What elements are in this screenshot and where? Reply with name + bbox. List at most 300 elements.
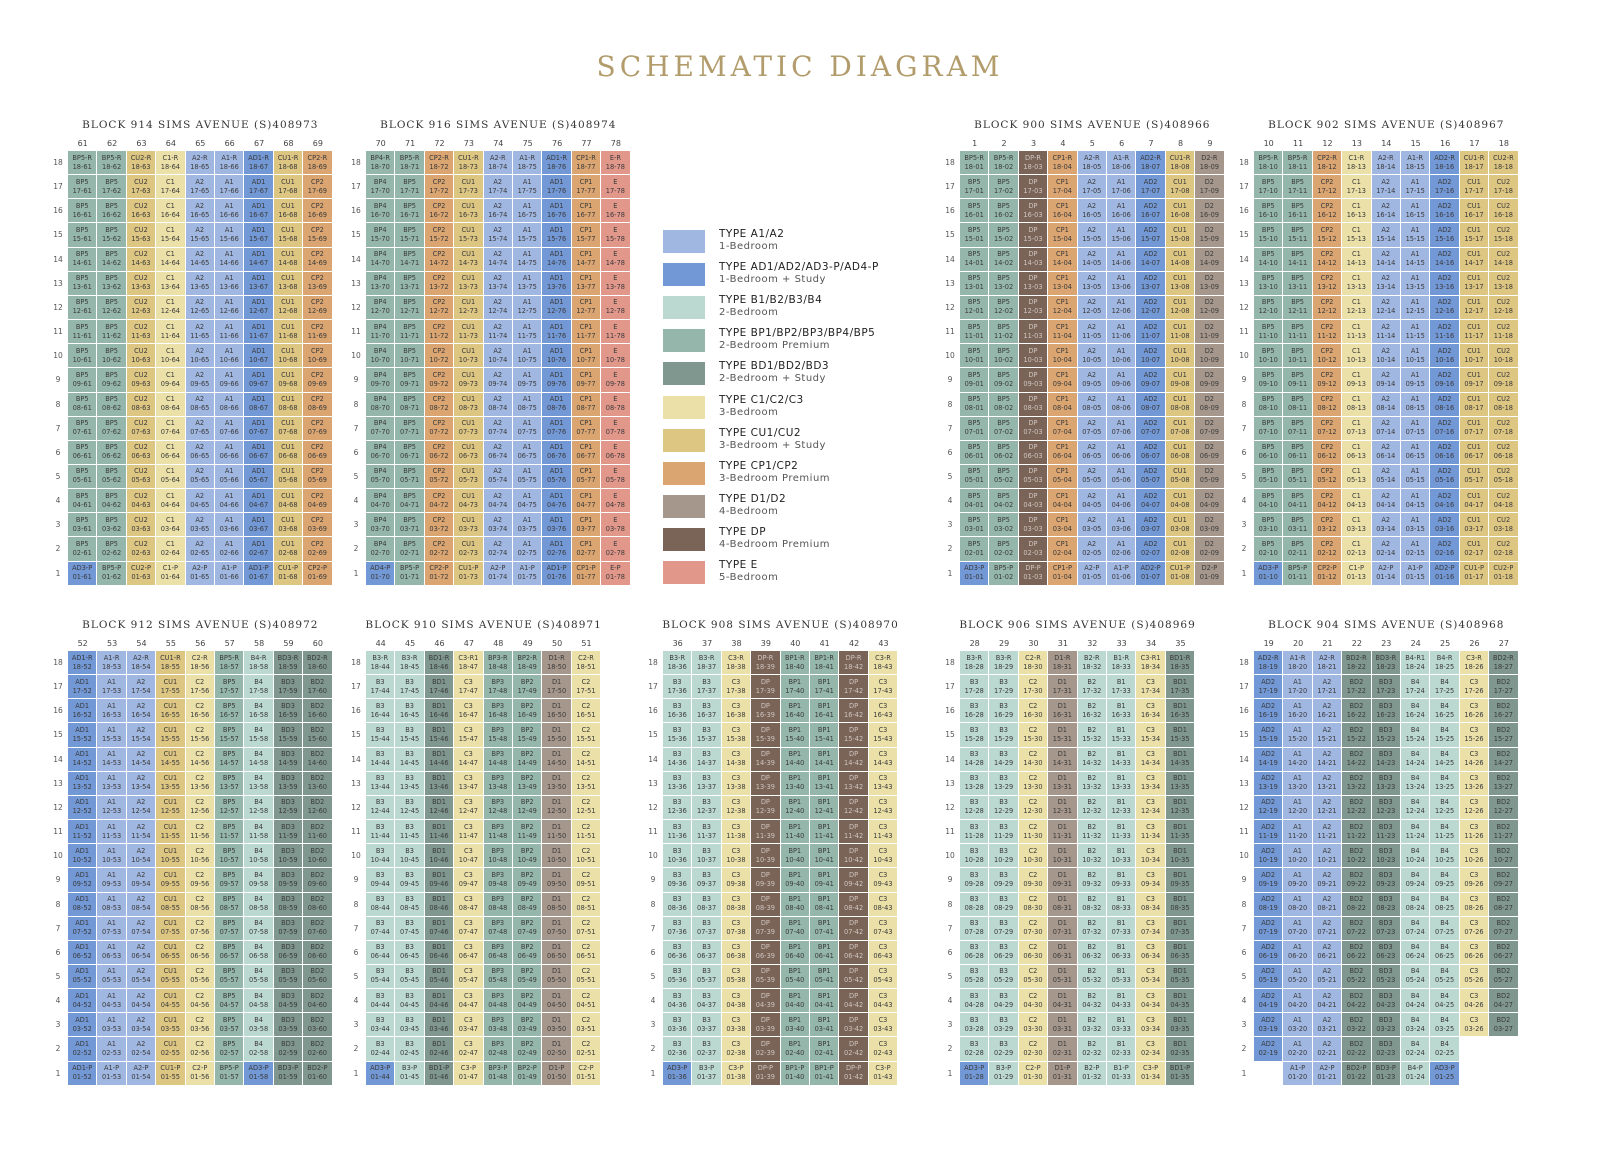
unit-cell[interactable] — [572, 1062, 600, 1085]
unit-cell[interactable] — [572, 941, 600, 964]
unit-cell[interactable] — [1401, 296, 1429, 319]
unit-cell[interactable] — [1107, 868, 1135, 891]
unit-cell[interactable] — [692, 1037, 720, 1060]
unit-cell[interactable] — [127, 893, 155, 916]
unit-cell[interactable] — [454, 465, 482, 488]
unit-cell[interactable] — [1313, 675, 1341, 698]
unit-cell[interactable] — [274, 1013, 302, 1036]
unit-cell[interactable] — [127, 844, 155, 867]
unit-cell[interactable] — [244, 772, 272, 795]
unit-cell[interactable] — [127, 296, 155, 319]
unit-cell[interactable] — [810, 772, 838, 795]
unit-cell[interactable] — [156, 489, 184, 512]
unit-cell[interactable] — [1401, 320, 1429, 343]
unit-cell[interactable] — [127, 965, 155, 988]
unit-cell[interactable] — [1283, 562, 1311, 585]
unit-cell[interactable] — [1430, 989, 1458, 1012]
unit-cell[interactable] — [1195, 513, 1223, 536]
unit-cell[interactable] — [542, 320, 570, 343]
unit-cell[interactable] — [1078, 844, 1106, 867]
unit-cell[interactable] — [692, 723, 720, 746]
unit-cell[interactable] — [1430, 368, 1458, 391]
unit-cell[interactable] — [989, 917, 1017, 940]
unit-cell[interactable] — [97, 748, 125, 771]
unit-cell[interactable] — [1489, 223, 1517, 246]
unit-cell[interactable] — [781, 917, 809, 940]
unit-cell[interactable] — [68, 489, 96, 512]
unit-cell[interactable] — [1136, 296, 1164, 319]
unit-cell[interactable] — [572, 651, 600, 674]
unit-cell[interactable] — [1342, 723, 1370, 746]
unit-cell[interactable] — [1019, 893, 1047, 916]
unit-cell[interactable] — [1460, 699, 1488, 722]
unit-cell[interactable] — [1401, 965, 1429, 988]
unit-cell[interactable] — [663, 748, 691, 771]
unit-cell[interactable] — [395, 796, 423, 819]
unit-cell[interactable] — [1107, 175, 1135, 198]
unit-cell[interactable] — [513, 320, 541, 343]
unit-cell[interactable] — [1460, 893, 1488, 916]
unit-cell[interactable] — [244, 941, 272, 964]
unit-cell[interactable] — [1136, 772, 1164, 795]
unit-cell[interactable] — [156, 320, 184, 343]
unit-cell[interactable] — [722, 989, 750, 1012]
unit-cell[interactable] — [722, 675, 750, 698]
unit-cell[interactable] — [395, 820, 423, 843]
unit-cell[interactable] — [1401, 199, 1429, 222]
unit-cell[interactable] — [244, 248, 272, 271]
unit-cell[interactable] — [781, 796, 809, 819]
unit-cell[interactable] — [513, 941, 541, 964]
unit-cell[interactable] — [303, 272, 331, 295]
unit-cell[interactable] — [1342, 441, 1370, 464]
unit-cell[interactable] — [274, 699, 302, 722]
unit-cell[interactable] — [1107, 368, 1135, 391]
unit-cell[interactable] — [1048, 537, 1076, 560]
unit-cell[interactable] — [484, 441, 512, 464]
unit-cell[interactable] — [751, 844, 779, 867]
unit-cell[interactable] — [274, 651, 302, 674]
unit-cell[interactable] — [186, 796, 214, 819]
unit-cell[interactable] — [303, 989, 331, 1012]
unit-cell[interactable] — [1460, 989, 1488, 1012]
unit-cell[interactable] — [601, 151, 629, 174]
unit-cell[interactable] — [454, 989, 482, 1012]
unit-cell[interactable] — [156, 893, 184, 916]
unit-cell[interactable] — [722, 844, 750, 867]
unit-cell[interactable] — [960, 796, 988, 819]
unit-cell[interactable] — [274, 820, 302, 843]
unit-cell[interactable] — [303, 199, 331, 222]
unit-cell[interactable] — [1342, 796, 1370, 819]
unit-cell[interactable] — [1283, 651, 1311, 674]
unit-cell[interactable] — [156, 844, 184, 867]
unit-cell[interactable] — [1048, 223, 1076, 246]
unit-cell[interactable] — [960, 675, 988, 698]
unit-cell[interactable] — [68, 723, 96, 746]
unit-cell[interactable] — [425, 368, 453, 391]
unit-cell[interactable] — [781, 1062, 809, 1085]
unit-cell[interactable] — [1401, 893, 1429, 916]
unit-cell[interactable] — [1489, 537, 1517, 560]
unit-cell[interactable] — [303, 537, 331, 560]
unit-cell[interactable] — [1283, 223, 1311, 246]
unit-cell[interactable] — [1430, 1037, 1458, 1060]
unit-cell[interactable] — [156, 965, 184, 988]
unit-cell[interactable] — [366, 723, 394, 746]
unit-cell[interactable] — [1166, 393, 1194, 416]
unit-cell[interactable] — [1283, 675, 1311, 698]
unit-cell[interactable] — [572, 393, 600, 416]
unit-cell[interactable] — [572, 223, 600, 246]
unit-cell[interactable] — [97, 199, 125, 222]
unit-cell[interactable] — [1401, 465, 1429, 488]
unit-cell[interactable] — [303, 699, 331, 722]
unit-cell[interactable] — [1342, 699, 1370, 722]
unit-cell[interactable] — [186, 151, 214, 174]
unit-cell[interactable] — [1254, 1013, 1282, 1036]
unit-cell[interactable] — [1489, 989, 1517, 1012]
unit-cell[interactable] — [68, 965, 96, 988]
unit-cell[interactable] — [722, 965, 750, 988]
unit-cell[interactable] — [1078, 151, 1106, 174]
unit-cell[interactable] — [127, 748, 155, 771]
unit-cell[interactable] — [395, 223, 423, 246]
unit-cell[interactable] — [1342, 175, 1370, 198]
unit-cell[interactable] — [810, 965, 838, 988]
unit-cell[interactable] — [542, 772, 570, 795]
unit-cell[interactable] — [244, 417, 272, 440]
unit-cell[interactable] — [425, 537, 453, 560]
unit-cell[interactable] — [303, 513, 331, 536]
unit-cell[interactable] — [274, 1037, 302, 1060]
unit-cell[interactable] — [425, 699, 453, 722]
unit-cell[interactable] — [1048, 820, 1076, 843]
unit-cell[interactable] — [156, 651, 184, 674]
unit-cell[interactable] — [1078, 917, 1106, 940]
unit-cell[interactable] — [751, 965, 779, 988]
unit-cell[interactable] — [663, 1062, 691, 1085]
unit-cell[interactable] — [572, 465, 600, 488]
unit-cell[interactable] — [303, 344, 331, 367]
unit-cell[interactable] — [1107, 917, 1135, 940]
unit-cell[interactable] — [1107, 513, 1135, 536]
unit-cell[interactable] — [303, 296, 331, 319]
unit-cell[interactable] — [1048, 965, 1076, 988]
unit-cell[interactable] — [542, 441, 570, 464]
unit-cell[interactable] — [1489, 296, 1517, 319]
unit-cell[interactable] — [1313, 344, 1341, 367]
unit-cell[interactable] — [484, 537, 512, 560]
unit-cell[interactable] — [869, 748, 897, 771]
unit-cell[interactable] — [989, 489, 1017, 512]
unit-cell[interactable] — [68, 844, 96, 867]
unit-cell[interactable] — [303, 320, 331, 343]
unit-cell[interactable] — [513, 723, 541, 746]
unit-cell[interactable] — [395, 151, 423, 174]
unit-cell[interactable] — [1460, 844, 1488, 867]
unit-cell[interactable] — [425, 562, 453, 585]
unit-cell[interactable] — [1372, 917, 1400, 940]
unit-cell[interactable] — [810, 1062, 838, 1085]
unit-cell[interactable] — [1078, 748, 1106, 771]
unit-cell[interactable] — [781, 772, 809, 795]
unit-cell[interactable] — [97, 675, 125, 698]
unit-cell[interactable] — [513, 675, 541, 698]
unit-cell[interactable] — [1078, 199, 1106, 222]
unit-cell[interactable] — [156, 465, 184, 488]
unit-cell[interactable] — [1195, 344, 1223, 367]
unit-cell[interactable] — [484, 272, 512, 295]
unit-cell[interactable] — [274, 272, 302, 295]
unit-cell[interactable] — [1048, 796, 1076, 819]
unit-cell[interactable] — [303, 175, 331, 198]
unit-cell[interactable] — [425, 651, 453, 674]
unit-cell[interactable] — [1166, 151, 1194, 174]
unit-cell[interactable] — [663, 1013, 691, 1036]
unit-cell[interactable] — [186, 199, 214, 222]
unit-cell[interactable] — [97, 844, 125, 867]
unit-cell[interactable] — [244, 393, 272, 416]
unit-cell[interactable] — [542, 941, 570, 964]
unit-cell[interactable] — [1166, 844, 1194, 867]
unit-cell[interactable] — [366, 441, 394, 464]
unit-cell[interactable] — [1078, 868, 1106, 891]
unit-cell[interactable] — [215, 320, 243, 343]
unit-cell[interactable] — [810, 675, 838, 698]
unit-cell[interactable] — [1166, 941, 1194, 964]
unit-cell[interactable] — [1283, 248, 1311, 271]
unit-cell[interactable] — [1372, 465, 1400, 488]
unit-cell[interactable] — [989, 537, 1017, 560]
unit-cell[interactable] — [68, 344, 96, 367]
unit-cell[interactable] — [1078, 699, 1106, 722]
unit-cell[interactable] — [542, 796, 570, 819]
unit-cell[interactable] — [425, 248, 453, 271]
unit-cell[interactable] — [303, 917, 331, 940]
unit-cell[interactable] — [1489, 820, 1517, 843]
unit-cell[interactable] — [1283, 796, 1311, 819]
unit-cell[interactable] — [244, 723, 272, 746]
unit-cell[interactable] — [454, 893, 482, 916]
unit-cell[interactable] — [1107, 393, 1135, 416]
unit-cell[interactable] — [572, 820, 600, 843]
unit-cell[interactable] — [513, 417, 541, 440]
unit-cell[interactable] — [1460, 820, 1488, 843]
unit-cell[interactable] — [722, 748, 750, 771]
unit-cell[interactable] — [722, 941, 750, 964]
unit-cell[interactable] — [454, 941, 482, 964]
unit-cell[interactable] — [366, 941, 394, 964]
unit-cell[interactable] — [1254, 513, 1282, 536]
unit-cell[interactable] — [1372, 417, 1400, 440]
unit-cell[interactable] — [542, 368, 570, 391]
unit-cell[interactable] — [1372, 699, 1400, 722]
unit-cell[interactable] — [663, 989, 691, 1012]
unit-cell[interactable] — [274, 965, 302, 988]
unit-cell[interactable] — [244, 489, 272, 512]
unit-cell[interactable] — [1460, 393, 1488, 416]
unit-cell[interactable] — [1372, 513, 1400, 536]
unit-cell[interactable] — [722, 796, 750, 819]
unit-cell[interactable] — [601, 248, 629, 271]
unit-cell[interactable] — [274, 868, 302, 891]
unit-cell[interactable] — [1195, 272, 1223, 295]
unit-cell[interactable] — [274, 723, 302, 746]
unit-cell[interactable] — [1136, 513, 1164, 536]
unit-cell[interactable] — [395, 1062, 423, 1085]
unit-cell[interactable] — [1136, 344, 1164, 367]
unit-cell[interactable] — [513, 917, 541, 940]
unit-cell[interactable] — [542, 820, 570, 843]
unit-cell[interactable] — [215, 844, 243, 867]
unit-cell[interactable] — [1460, 465, 1488, 488]
unit-cell[interactable] — [1430, 199, 1458, 222]
unit-cell[interactable] — [484, 199, 512, 222]
unit-cell[interactable] — [1372, 893, 1400, 916]
unit-cell[interactable] — [1460, 223, 1488, 246]
unit-cell[interactable] — [303, 368, 331, 391]
unit-cell[interactable] — [960, 175, 988, 198]
unit-cell[interactable] — [127, 562, 155, 585]
unit-cell[interactable] — [1254, 441, 1282, 464]
unit-cell[interactable] — [1107, 965, 1135, 988]
unit-cell[interactable] — [156, 417, 184, 440]
unit-cell[interactable] — [156, 675, 184, 698]
unit-cell[interactable] — [810, 917, 838, 940]
unit-cell[interactable] — [97, 296, 125, 319]
unit-cell[interactable] — [781, 941, 809, 964]
unit-cell[interactable] — [425, 513, 453, 536]
unit-cell[interactable] — [989, 748, 1017, 771]
unit-cell[interactable] — [1401, 223, 1429, 246]
unit-cell[interactable] — [1136, 917, 1164, 940]
unit-cell[interactable] — [1342, 151, 1370, 174]
unit-cell[interactable] — [1489, 651, 1517, 674]
unit-cell[interactable] — [1136, 393, 1164, 416]
unit-cell[interactable] — [97, 1062, 125, 1085]
unit-cell[interactable] — [1048, 699, 1076, 722]
unit-cell[interactable] — [1166, 651, 1194, 674]
unit-cell[interactable] — [127, 917, 155, 940]
unit-cell[interactable] — [542, 175, 570, 198]
unit-cell[interactable] — [1254, 651, 1282, 674]
unit-cell[interactable] — [454, 151, 482, 174]
unit-cell[interactable] — [513, 965, 541, 988]
unit-cell[interactable] — [303, 151, 331, 174]
unit-cell[interactable] — [1489, 965, 1517, 988]
unit-cell[interactable] — [484, 796, 512, 819]
unit-cell[interactable] — [215, 248, 243, 271]
unit-cell[interactable] — [1107, 796, 1135, 819]
unit-cell[interactable] — [1283, 272, 1311, 295]
unit-cell[interactable] — [1048, 199, 1076, 222]
unit-cell[interactable] — [1166, 199, 1194, 222]
unit-cell[interactable] — [1460, 417, 1488, 440]
unit-cell[interactable] — [1460, 941, 1488, 964]
unit-cell[interactable] — [1048, 489, 1076, 512]
unit-cell[interactable] — [1107, 537, 1135, 560]
unit-cell[interactable] — [1107, 562, 1135, 585]
unit-cell[interactable] — [692, 893, 720, 916]
unit-cell[interactable] — [1313, 723, 1341, 746]
unit-cell[interactable] — [810, 989, 838, 1012]
unit-cell[interactable] — [989, 675, 1017, 698]
unit-cell[interactable] — [781, 1013, 809, 1036]
unit-cell[interactable] — [542, 893, 570, 916]
unit-cell[interactable] — [1430, 868, 1458, 891]
unit-cell[interactable] — [722, 820, 750, 843]
unit-cell[interactable] — [513, 223, 541, 246]
unit-cell[interactable] — [1372, 1062, 1400, 1085]
unit-cell[interactable] — [1313, 151, 1341, 174]
unit-cell[interactable] — [186, 941, 214, 964]
unit-cell[interactable] — [1019, 562, 1047, 585]
unit-cell[interactable] — [1107, 344, 1135, 367]
unit-cell[interactable] — [1489, 941, 1517, 964]
unit-cell[interactable] — [215, 723, 243, 746]
unit-cell[interactable] — [215, 441, 243, 464]
unit-cell[interactable] — [366, 465, 394, 488]
unit-cell[interactable] — [1195, 537, 1223, 560]
unit-cell[interactable] — [127, 248, 155, 271]
unit-cell[interactable] — [274, 151, 302, 174]
unit-cell[interactable] — [989, 699, 1017, 722]
unit-cell[interactable] — [1019, 699, 1047, 722]
unit-cell[interactable] — [244, 748, 272, 771]
unit-cell[interactable] — [1401, 344, 1429, 367]
unit-cell[interactable] — [989, 320, 1017, 343]
unit-cell[interactable] — [1166, 796, 1194, 819]
unit-cell[interactable] — [869, 1062, 897, 1085]
unit-cell[interactable] — [839, 1062, 867, 1085]
unit-cell[interactable] — [215, 917, 243, 940]
unit-cell[interactable] — [395, 368, 423, 391]
unit-cell[interactable] — [484, 651, 512, 674]
unit-cell[interactable] — [1283, 723, 1311, 746]
unit-cell[interactable] — [274, 675, 302, 698]
unit-cell[interactable] — [395, 296, 423, 319]
unit-cell[interactable] — [781, 748, 809, 771]
unit-cell[interactable] — [839, 651, 867, 674]
unit-cell[interactable] — [1166, 537, 1194, 560]
unit-cell[interactable] — [303, 723, 331, 746]
unit-cell[interactable] — [1489, 675, 1517, 698]
unit-cell[interactable] — [1401, 562, 1429, 585]
unit-cell[interactable] — [989, 651, 1017, 674]
unit-cell[interactable] — [692, 772, 720, 795]
unit-cell[interactable] — [1430, 344, 1458, 367]
unit-cell[interactable] — [1460, 651, 1488, 674]
unit-cell[interactable] — [1254, 723, 1282, 746]
unit-cell[interactable] — [274, 1062, 302, 1085]
unit-cell[interactable] — [1019, 320, 1047, 343]
unit-cell[interactable] — [244, 699, 272, 722]
unit-cell[interactable] — [542, 748, 570, 771]
unit-cell[interactable] — [303, 941, 331, 964]
unit-cell[interactable] — [186, 989, 214, 1012]
unit-cell[interactable] — [1401, 989, 1429, 1012]
unit-cell[interactable] — [513, 344, 541, 367]
unit-cell[interactable] — [244, 562, 272, 585]
unit-cell[interactable] — [781, 844, 809, 867]
unit-cell[interactable] — [425, 868, 453, 891]
unit-cell[interactable] — [1372, 796, 1400, 819]
unit-cell[interactable] — [68, 893, 96, 916]
unit-cell[interactable] — [484, 513, 512, 536]
unit-cell[interactable] — [68, 1037, 96, 1060]
unit-cell[interactable] — [989, 272, 1017, 295]
